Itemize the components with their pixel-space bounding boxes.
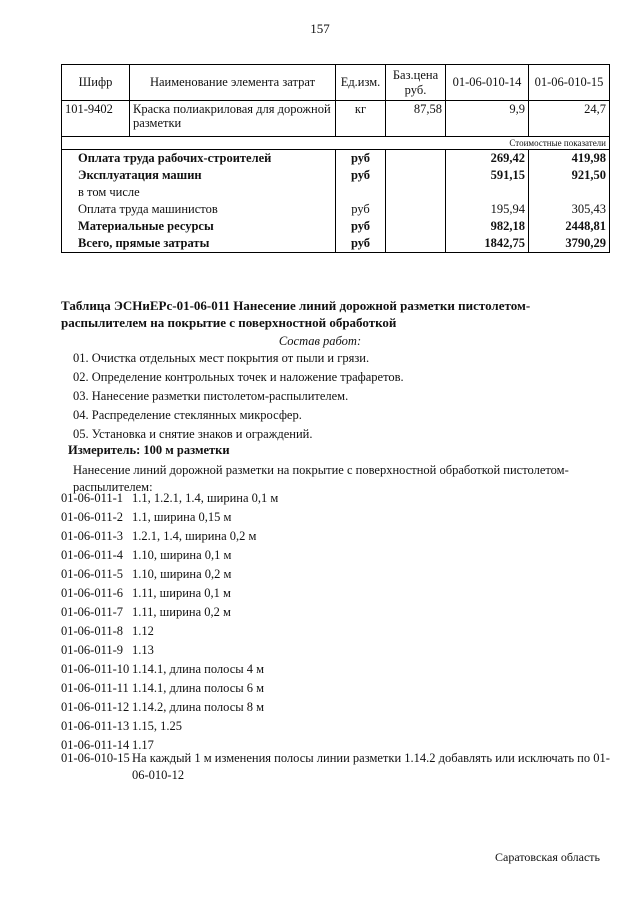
region-footer: Саратовская область	[494, 850, 600, 864]
list-item: 03. Нанесение разметки пистолетом-распылителем.	[73, 389, 349, 403]
item-desc: 1.10, ширина 0,2 м	[132, 567, 232, 581]
cost-name: в том числе	[62, 184, 336, 201]
cost-empty-cell	[386, 201, 446, 218]
table-row	[62, 201, 610, 218]
cost-value-14: 591,15	[446, 167, 529, 184]
cost-value-15	[529, 184, 610, 201]
material-unit: кг	[336, 101, 386, 137]
list-item	[61, 681, 621, 700]
item-code: 01-06-011-9	[61, 643, 124, 657]
item-code: 01-06-011-11	[61, 681, 129, 695]
cost-empty-cell	[386, 235, 446, 253]
item-desc: 1.1, 1.2.1, 1.4, ширина 0,1 м	[132, 491, 279, 505]
item-code: 01-06-011-1	[61, 491, 124, 505]
cost-name: Оплата труда машинистов	[62, 201, 336, 218]
list-item	[61, 586, 621, 605]
header-col-14: 01-06-010-14	[446, 65, 529, 101]
cost-empty-cell	[386, 167, 446, 184]
cost-value-15: 419,98	[529, 150, 610, 168]
list-item	[61, 510, 621, 529]
item-code: 01-06-011-4	[61, 548, 124, 562]
list-item: 02. Определение контрольных точек и наложение трафаретов.	[73, 370, 404, 384]
material-code: 101-9402	[62, 101, 130, 137]
item-code: 01-06-011-10	[61, 662, 130, 676]
table-row	[62, 150, 610, 168]
cost-unit: руб	[336, 218, 386, 235]
list-item	[61, 605, 621, 624]
work-list	[73, 351, 613, 446]
item-desc: 1.11, ширина 0,2 м	[132, 605, 231, 619]
cost-name: Оплата труда рабочих-строителей	[62, 150, 336, 168]
item-code: 01-06-011-12	[61, 700, 130, 714]
cost-unit	[336, 184, 386, 201]
cost-name: Материальные ресурсы	[62, 218, 336, 235]
material-value-15: 24,7	[529, 101, 610, 137]
item-desc: 1.17	[132, 738, 154, 752]
cost-value-14: 195,94	[446, 201, 529, 218]
item-desc: 1.1, ширина 0,15 м	[132, 510, 232, 524]
cost-value-14: 1842,75	[446, 235, 529, 253]
cost-value-15: 921,50	[529, 167, 610, 184]
list-item	[61, 567, 621, 586]
cost-note: Стоимостные показатели	[62, 137, 610, 150]
table-row	[62, 218, 610, 235]
cost-empty-cell	[386, 218, 446, 235]
page-number: 157	[310, 21, 330, 36]
cost-name: Всего, прямые затраты	[62, 235, 336, 253]
cost-unit: руб	[336, 150, 386, 168]
cost-value-14: 269,42	[446, 150, 529, 168]
table-row	[62, 235, 610, 253]
resource-table	[61, 64, 610, 253]
material-name: Краска полиакриловая для дорожной разметки	[130, 101, 336, 137]
intro-text: Нанесение линий дорожной разметки на покрытие с поверхностной обработкой пистолетом-распылителем:	[73, 463, 569, 494]
header-unit: Ед.изм.	[336, 65, 386, 101]
header-code: Шифр	[62, 65, 130, 101]
item-desc: 1.14.2, длина полосы 8 м	[132, 700, 265, 714]
cost-unit: руб	[336, 235, 386, 253]
item-code: 01-06-011-7	[61, 605, 124, 619]
list-item	[61, 750, 621, 784]
cost-empty-cell	[386, 150, 446, 168]
item-code: 01-06-011-6	[61, 586, 124, 600]
table-row	[62, 167, 610, 184]
list-item: 01. Очистка отдельных мест покрытия от пыли и грязи.	[73, 351, 370, 365]
list-item	[61, 491, 621, 510]
cost-unit: руб	[336, 167, 386, 184]
measure-unit: Измеритель: 100 м разметки	[68, 443, 230, 457]
item-code: 01-06-011-2	[61, 510, 124, 524]
item-desc: На каждый 1 м изменения полосы линии разметки 1.14.2 добавлять или исключать по 01-06-010-12	[132, 751, 610, 782]
cost-value-14: 982,18	[446, 218, 529, 235]
table-row	[62, 101, 610, 137]
list-item: 04. Распределение стеклянных микросфер.	[73, 408, 302, 422]
item-code: 01-06-011-8	[61, 624, 124, 638]
list-item: 05. Установка и снятие знаков и ограждений.	[73, 427, 313, 441]
cost-unit: руб	[336, 201, 386, 218]
material-value-14: 9,9	[446, 101, 529, 137]
list-item	[61, 700, 621, 719]
cost-empty-cell	[386, 184, 446, 201]
section-subtitle: Состав работ:	[278, 334, 362, 348]
item-desc: 1.12	[132, 624, 154, 638]
item-desc: 1.13	[132, 643, 154, 657]
cost-value-15: 3790,29	[529, 235, 610, 253]
list-item	[61, 643, 621, 662]
item-desc: 1.10, ширина 0,1 м	[132, 548, 232, 562]
item-code: 01-06-010-15	[61, 751, 130, 765]
cost-note-row	[62, 137, 610, 150]
table-row	[62, 184, 610, 201]
item-code: 01-06-011-3	[61, 529, 124, 543]
table-header-row	[62, 65, 610, 101]
item-code: 01-06-011-14	[61, 738, 130, 752]
header-price: Баз.цена руб.	[386, 65, 446, 101]
section-title: Таблица ЭСНиЕРс-01-06-011 Нанесение линий дорожной разметки пистолетом-распылителем на покрытие с поверхностной обработкой	[61, 298, 531, 330]
cost-name: Эксплуатация машин	[62, 167, 336, 184]
item-desc: 1.11, ширина 0,1 м	[132, 586, 231, 600]
cost-value-15: 2448,81	[529, 218, 610, 235]
list-item	[61, 548, 621, 567]
code-list	[61, 491, 621, 757]
list-item	[61, 719, 621, 738]
item-desc: 1.14.1, длина полосы 4 м	[132, 662, 265, 676]
item-desc: 1.15, 1.25	[132, 719, 182, 733]
item-code: 01-06-011-5	[61, 567, 124, 581]
header-name: Наименование элемента затрат	[130, 65, 336, 101]
cost-value-15: 305,43	[529, 201, 610, 218]
item-desc: 1.14.1, длина полосы 6 м	[132, 681, 265, 695]
header-col-15: 01-06-010-15	[529, 65, 610, 101]
list-item	[61, 624, 621, 643]
item-desc: 1.2.1, 1.4, ширина 0,2 м	[132, 529, 257, 543]
material-price: 87,58	[386, 101, 446, 137]
list-item	[61, 662, 621, 681]
item-code: 01-06-011-13	[61, 719, 130, 733]
list-item	[61, 529, 621, 548]
cost-value-14	[446, 184, 529, 201]
